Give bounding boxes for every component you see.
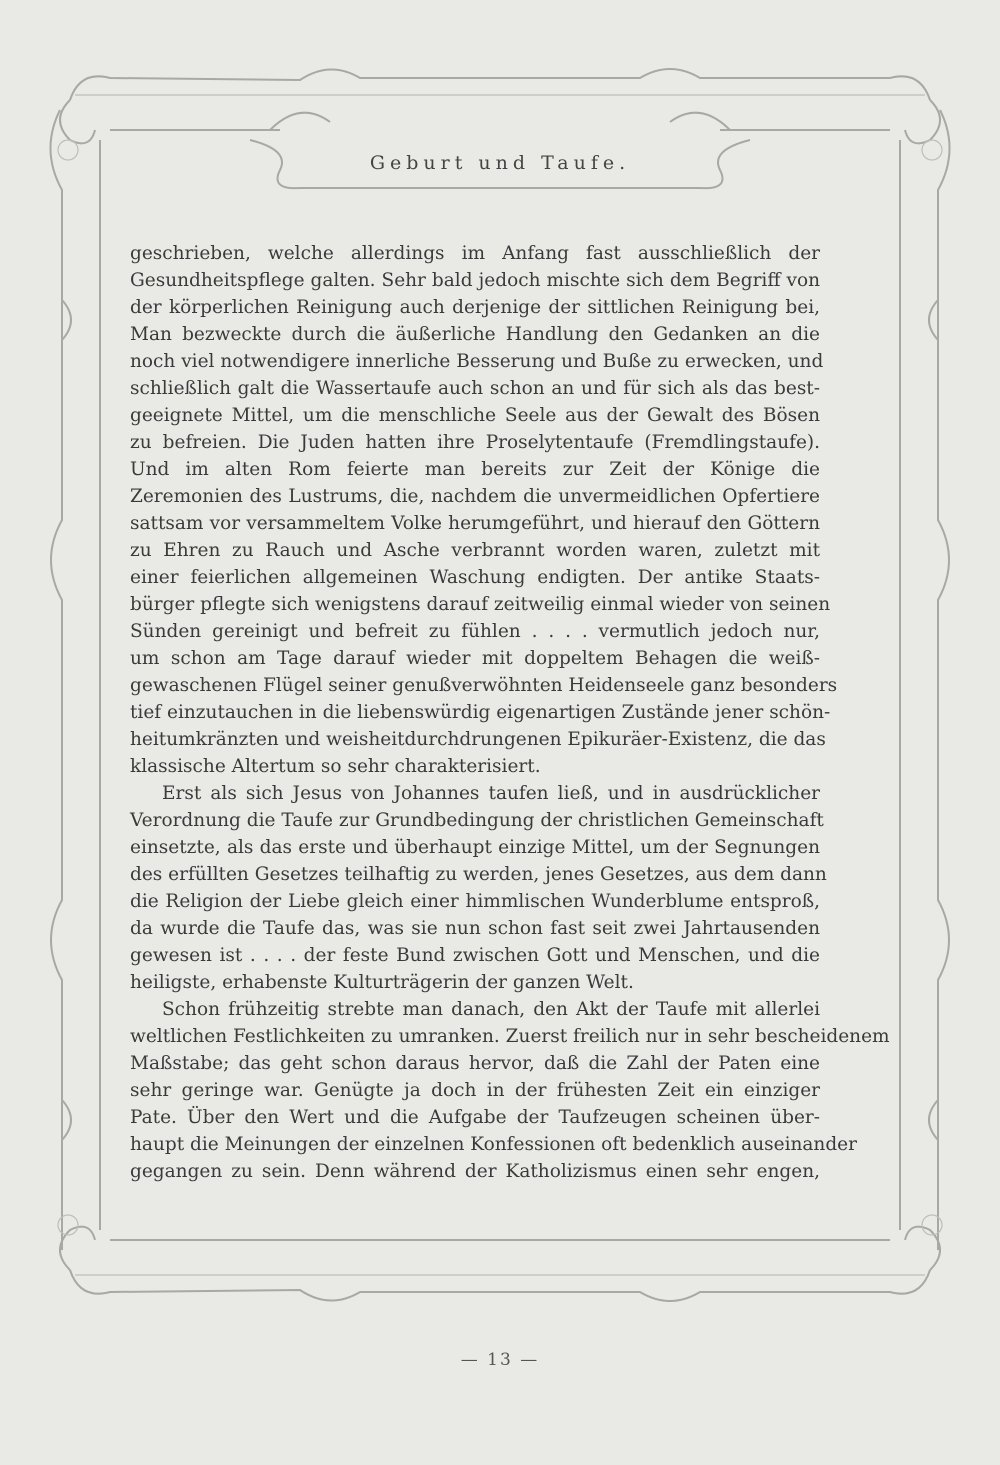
- text-line: Man bezweckte durch die äußerliche Handlung den Gedanken an die: [130, 324, 820, 345]
- text-line: gegangen zu sein. Denn während der Katholizismus einen sehr engen,: [130, 1161, 820, 1182]
- text-line: heiligste, erhabenste Kulturträgerin der ganzen Welt.: [130, 972, 634, 993]
- text-line: haupt die Meinungen der einzelnen Konfessionen oft bedenklich auseinander: [130, 1134, 857, 1155]
- text-line: geeignete Mittel, um die menschliche Seele aus der Gewalt des Bösen: [130, 405, 820, 426]
- text-line: des erfüllten Gesetzes teilhaftig zu werden, jenes Gesetzes, aus dem dann: [130, 864, 827, 885]
- text-line: da wurde die Taufe das, was sie nun schon fast seit zwei Jahrtausenden: [130, 918, 820, 939]
- text-line: Verordnung die Taufe zur Grundbedingung der christlichen Gemeinschaft: [130, 810, 824, 831]
- text-line: tief einzutauchen in die liebenswürdig eigenartigen Zustände jener schön-: [130, 702, 831, 723]
- text-line: klassische Altertum so sehr charakterisiert.: [130, 756, 541, 777]
- text-line: gewesen ist . . . . der feste Bund zwischen Gott und Menschen, und die: [130, 945, 820, 966]
- text-line: sehr geringe war. Genügte ja doch in der frühesten Zeit ein einziger: [130, 1080, 820, 1101]
- text-line: die Religion der Liebe gleich einer himmlischen Wunderblume entsproß,: [130, 891, 820, 912]
- text-line: Und im alten Rom feierte man bereits zur Zeit der Könige die: [130, 459, 820, 480]
- text-line: bürger pflegte sich wenigstens darauf zeitweilig einmal wieder von seinen: [130, 594, 831, 615]
- text-line: zu befreien. Die Juden hatten ihre Proselytentaufe (Fremdlingstaufe).: [130, 432, 820, 453]
- body-text: [130, 240, 890, 1185]
- text-line: Zeremonien des Lustrums, die, nachdem die unvermeidlichen Opfertiere: [130, 486, 820, 507]
- text-line: geschrieben, welche allerdings im Anfang fast ausschließlich der: [130, 243, 820, 264]
- text-line: Pate. Über den Wert und die Aufgabe der Taufzeugen scheinen über-: [130, 1107, 820, 1128]
- text-line: einsetzte, als das erste und überhaupt einzige Mittel, um der Segnungen: [130, 837, 820, 858]
- text-line: Sünden gereinigt und befreit zu fühlen . . . . vermutlich jedoch nur,: [130, 621, 820, 642]
- text-line: weltlichen Festlichkeiten zu umranken. Zuerst freilich nur in sehr bescheidenem: [130, 1026, 890, 1047]
- text-line: heitumkränzten und weisheitdurchdrungenen Epikuräer-Existenz, die das: [130, 729, 826, 750]
- text-line: schließlich galt die Wassertaufe auch schon an und für sich als das best-: [130, 378, 820, 399]
- text-line: um schon am Tage darauf wieder mit doppeltem Behagen die weiß-: [130, 648, 820, 669]
- text-line: gewaschenen Flügel seiner genußverwöhnten Heidenseele ganz besonders: [130, 675, 838, 696]
- text-line: der körperlichen Reinigung auch derjenige der sittlichen Reinigung bei,: [130, 297, 820, 318]
- page-number: — 13 —: [460, 1350, 540, 1370]
- text-line: noch viel notwendigere innerliche Besserung und Buße zu erwecken, und: [130, 351, 824, 372]
- text-line: Schon frühzeitig strebte man danach, den Akt der Taufe mit allerlei: [162, 999, 820, 1020]
- text-line: Maßstabe; das geht schon daraus hervor, daß die Zahl der Paten eine: [130, 1053, 820, 1074]
- text-line: Erst als sich Jesus von Johannes taufen ließ, und in ausdrücklicher: [162, 783, 820, 804]
- text-line: Gesundheitspflege galten. Sehr bald jedoch mischte sich dem Begriff von: [130, 270, 820, 291]
- page-heading: Geburt und Taufe.: [369, 152, 631, 174]
- text-line: sattsam vor versammeltem Volke herumgeführt, und hierauf den Göttern: [130, 513, 820, 534]
- text-line: zu Ehren zu Rauch und Asche verbrannt worden waren, zuletzt mit: [130, 540, 820, 561]
- text-line: einer feierlichen allgemeinen Waschung endigten. Der antike Staats-: [130, 567, 820, 588]
